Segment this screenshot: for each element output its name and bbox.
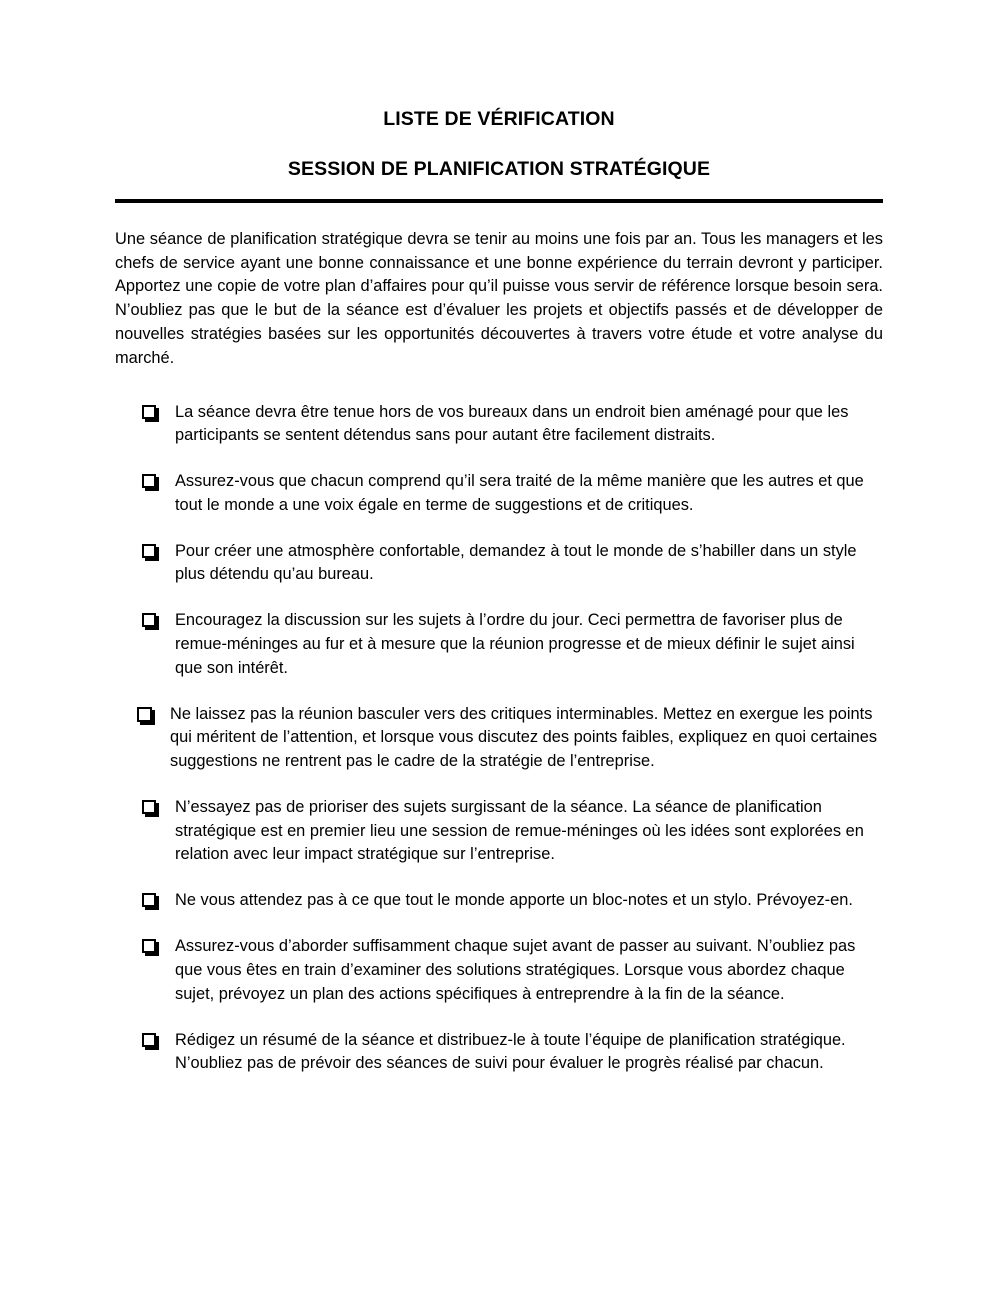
checklist-item-label: Ne vous attendez pas à ce que tout le monde apporte un bloc-notes et un stylo. Prévoyez-en. xyxy=(175,891,853,910)
checkbox-icon[interactable] xyxy=(137,707,152,722)
checklist-item[interactable] xyxy=(115,703,883,774)
checklist-item-label: La séance devra être tenue hors de vos bureaux dans un endroit bien aménagé pour que les participants se sentent détendus sans pour autant être facilement distraits. xyxy=(175,402,849,445)
checkbox-icon[interactable] xyxy=(142,544,156,558)
title-block xyxy=(115,0,883,181)
checklist-item-label: Encouragez la discussion sur les sujets à l’ordre du jour. Ceci permettra de favoriser plus de remue-méninges au fur et à mesure que la réunion progresse et de mieux définir le sujet ainsi que son intérêt. xyxy=(175,611,855,677)
checklist-item-label: Ne laissez pas la réunion basculer vers des critiques interminables. Mettez en exergue les points qui méritent de l’attention, et lorsque vous discutez des points faibles, expliquez en quoi certaines suggestions ne rentrent pas le cadre de la stratégie de l’entreprise. xyxy=(170,704,878,771)
checkbox-icon[interactable] xyxy=(142,939,156,953)
checklist-item[interactable] xyxy=(115,796,883,867)
checklist-item[interactable] xyxy=(115,540,883,588)
checklist-item-label: Pour créer une atmosphère confortable, demandez à tout le monde de s’habiller dans un style plus détendu qu’au bureau. xyxy=(175,541,857,584)
checkbox-icon[interactable] xyxy=(142,1033,156,1047)
checklist-item-label: Assurez-vous que chacun comprend qu’il sera traité de la même manière que les autres et que tout le monde a une voix égale en terme de suggestions et de critiques. xyxy=(175,472,864,514)
page-title: LISTE DE VÉRIFICATION xyxy=(383,108,615,130)
document-body xyxy=(115,0,883,1076)
checklist-item[interactable] xyxy=(115,889,883,913)
page-subtitle: SESSION DE PLANIFICATION STRATÉGIQUE xyxy=(287,158,711,181)
checklist-item[interactable] xyxy=(115,401,883,449)
checklist-item-label: Assurez-vous d’aborder suffisamment chaque sujet avant de passer au suivant. N’oubliez pas que vous êtes en train d’examiner des solutions stratégiques. Lorsque vous abordez chaque sujet, prévoyez un plan des actions spécifiques à entreprendre à la fin de la séance. xyxy=(175,937,856,1003)
checklist-item-label: Rédigez un résumé de la séance et distribuez-le à toute l’équipe de planification stratégique. N’oubliez pas de prévoir des séances de suivi pour évaluer le progrès réalisé par chacun. xyxy=(175,1030,846,1073)
checkbox-icon[interactable] xyxy=(142,613,156,627)
checklist-item[interactable] xyxy=(115,470,883,518)
checkbox-icon[interactable] xyxy=(142,474,156,488)
checklist-item[interactable] xyxy=(115,1029,883,1077)
checklist-item[interactable] xyxy=(115,935,883,1006)
checklist-item[interactable] xyxy=(115,609,883,680)
checkbox-icon[interactable] xyxy=(142,800,156,814)
intro-paragraph: Une séance de planification stratégique devra se tenir au moins une fois par an. Tous les managers et les chefs de service ayant une bonne connaissance et une bonne expérience du terrain devront y participer. Apportez une copie de votre plan d’affaires pour qu’il puisse vous servir de référence lorsque besoin sera. N’oubliez pas que le but de la séance est d’évaluer les projets et objectifs passés et de développer de nouvelles stratégies basées sur les opportunités découvertes à travers votre étude et votre analyse du marché. xyxy=(115,229,883,367)
checkbox-icon[interactable] xyxy=(142,893,156,907)
checklist xyxy=(115,371,883,1077)
checklist-item-label: N’essayez pas de prioriser des sujets surgissant de la séance. La séance de planification stratégique est en premier lieu une session de remue-méninges où les idées sont explorées en relation avec leur impact stratégique sur l’entreprise. xyxy=(175,797,864,864)
checkbox-icon[interactable] xyxy=(142,405,156,419)
